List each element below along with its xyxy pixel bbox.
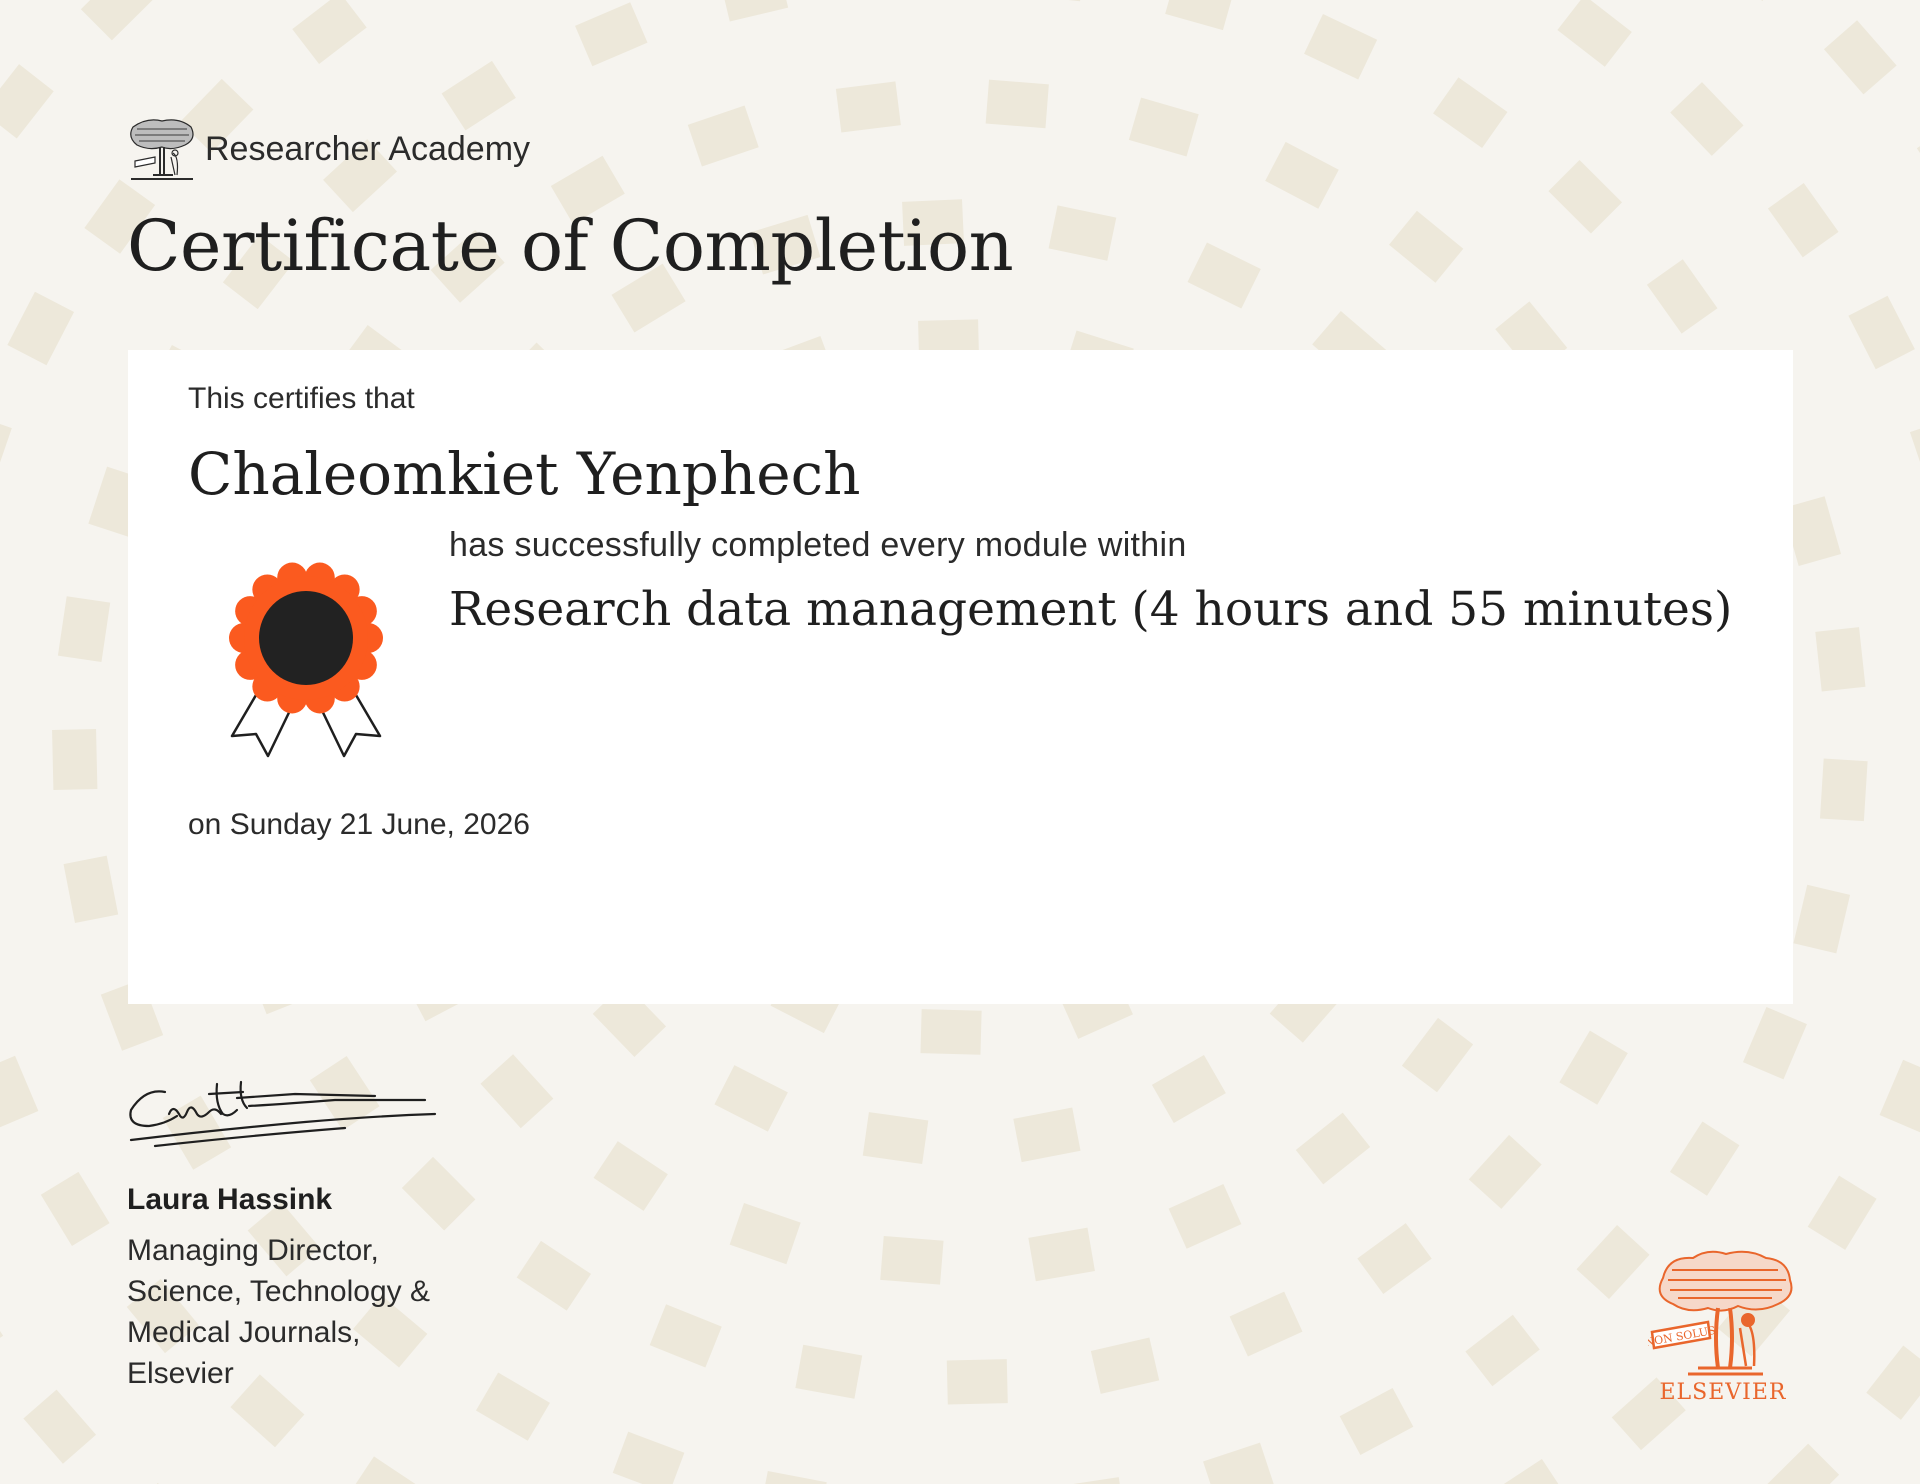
background-tile <box>1152 1055 1226 1123</box>
signatory-role-line: Medical Journals, <box>127 1316 361 1349</box>
handwritten-signature <box>125 1070 445 1160</box>
completion-date: on Sunday 21 June, 2026 <box>188 808 530 841</box>
signatory-name: Laura Hassink <box>127 1183 333 1216</box>
elsevier-logo <box>1648 1248 1798 1408</box>
background-tile <box>41 1172 110 1246</box>
background-tile <box>730 1203 801 1264</box>
background-tile <box>1793 885 1850 954</box>
elsevier-motto: NON SOLUS <box>1648 1323 1717 1350</box>
background-tile <box>1049 205 1117 260</box>
background-tile <box>1389 211 1463 283</box>
elsevier-tree-icon <box>1648 1248 1798 1378</box>
background-tile <box>1465 1315 1539 1387</box>
background-tile <box>1717 0 1791 1</box>
background-tile <box>1020 0 1084 1</box>
background-tile <box>1880 1060 1920 1132</box>
signatory-role <box>127 1230 430 1394</box>
background-tile <box>1492 1459 1566 1484</box>
background-tile <box>7 292 74 366</box>
background-tile <box>575 2 647 66</box>
background-tile <box>1165 0 1235 30</box>
background-tile <box>1169 1184 1242 1249</box>
background-tile <box>1129 98 1199 157</box>
background-tile <box>350 1456 424 1484</box>
completed-text: has successfully completed every module within <box>449 526 1187 564</box>
background-tile <box>1548 160 1622 234</box>
background-tile <box>1808 1176 1877 1250</box>
background-tile <box>836 81 901 132</box>
background-tile <box>714 1065 787 1131</box>
background-tile <box>1304 14 1377 80</box>
background-tile <box>58 596 110 662</box>
certificate-card <box>128 350 1793 1004</box>
background-tile <box>1296 1113 1370 1185</box>
background-tile <box>402 1157 476 1231</box>
background-tile <box>476 1373 550 1441</box>
signatory-role-line: Elsevier <box>127 1357 234 1390</box>
background-tile <box>1559 1031 1627 1105</box>
background-tile <box>688 106 759 167</box>
certifies-text: This certifies that <box>188 382 415 415</box>
background-tile <box>986 80 1049 129</box>
background-tile <box>0 1056 38 1128</box>
signatory-role-line: Science, Technology & <box>127 1275 430 1308</box>
background-tile <box>1059 1477 1125 1484</box>
background-tile <box>1433 77 1507 148</box>
background-tile <box>947 1359 1008 1404</box>
background-tile <box>1866 1346 1920 1420</box>
background-tile <box>1402 1018 1473 1092</box>
background-tile <box>760 1471 827 1484</box>
background-tile <box>23 1390 96 1464</box>
background-tile <box>1910 418 1920 489</box>
background-tile <box>1357 1223 1431 1294</box>
background-tile <box>1848 296 1914 369</box>
background-tile <box>1670 1121 1739 1195</box>
background-tile <box>594 1141 668 1211</box>
background-tile <box>1013 1108 1080 1163</box>
background-tile <box>1340 1388 1414 1455</box>
background-tile <box>480 1054 553 1128</box>
award-rosette-icon <box>226 558 386 758</box>
elsevier-wordmark: ELSEVIER <box>1659 1380 1787 1405</box>
background-tile <box>0 414 12 485</box>
background-tile <box>81 0 155 40</box>
background-tile <box>1577 1225 1650 1299</box>
background-tile <box>0 64 54 138</box>
background-tile <box>52 729 97 790</box>
background-tile <box>517 1241 591 1311</box>
brand-name: Researcher Academy <box>205 129 531 168</box>
background-tile <box>650 1304 722 1367</box>
background-tile <box>1557 0 1631 67</box>
background-tile <box>863 1112 929 1164</box>
background-tile <box>1647 259 1718 333</box>
background-tile <box>1824 20 1897 94</box>
background-tile <box>1815 627 1865 691</box>
background-tile <box>1670 82 1743 156</box>
background-tile <box>1768 183 1839 257</box>
elsevier-tree-icon <box>127 117 197 181</box>
background-tile <box>795 1345 862 1399</box>
background-tile <box>1820 759 1868 822</box>
background-tile <box>1230 1292 1303 1357</box>
background-tile <box>920 1009 981 1055</box>
certificate-title: Certificate of Completion <box>127 205 1014 287</box>
recipient-name: Chaleomkiet Yenphech <box>188 440 861 508</box>
background-tile <box>1203 1443 1274 1484</box>
background-tile <box>1188 242 1261 308</box>
background-tile <box>64 856 119 923</box>
background-tile <box>720 0 789 22</box>
background-tile <box>1766 1444 1840 1484</box>
signatory-role-line: Managing Director, <box>127 1234 379 1267</box>
background-tile <box>613 1432 685 1484</box>
background-tile <box>1265 142 1339 209</box>
background-tile <box>1469 1135 1542 1209</box>
background-tile <box>292 0 366 64</box>
background-tile <box>1743 1007 1807 1079</box>
background-tile <box>1028 1228 1095 1282</box>
researcher-academy-logo <box>127 117 530 181</box>
background-tile <box>1091 1338 1159 1394</box>
background-tile <box>880 1236 943 1285</box>
course-title: Research data management (4 hours and 55 minutes) <box>449 582 1733 637</box>
background-tile <box>0 1286 3 1360</box>
